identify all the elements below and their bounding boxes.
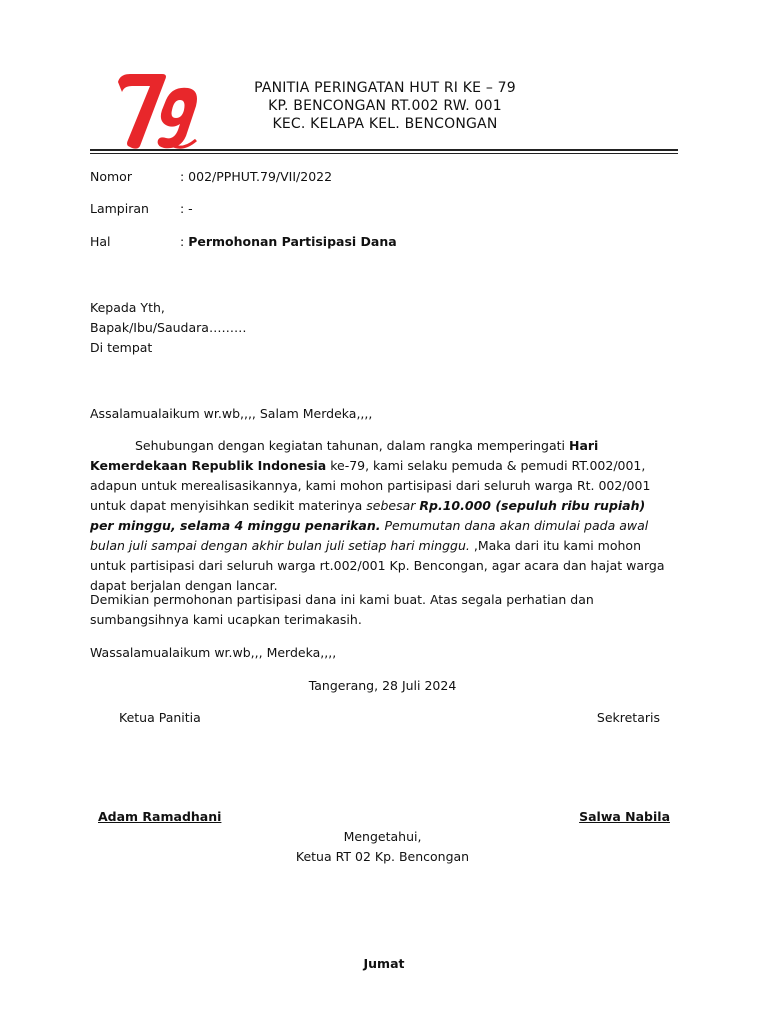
signature-title-right: Sekretaris — [596, 710, 660, 725]
lampiran-value: : - — [180, 201, 193, 216]
header-line-1: PANITIA PERINGATAN HUT RI KE – 79 — [254, 80, 516, 96]
p1-text-1: Sehubungan dengan kegiatan tahunan, dalam rangka memperingati — [135, 438, 569, 453]
greeting: Assalamualaikum wr.wb,,,, Salam Merdeka,,,, — [90, 406, 373, 421]
lampiran-label: Lampiran — [90, 201, 149, 216]
header-line-3: KEC. KELAPA KEL. BENCONGAN — [272, 116, 498, 132]
hut-79-logo — [110, 70, 202, 152]
nomor-label: Nomor — [90, 169, 132, 184]
p1-bold-1: Hari Kemerdekaan Republik Indonesia — [90, 438, 599, 473]
acknowledge-line-2: Ketua RT 02 Kp. Bencongan — [295, 849, 470, 864]
acknowledge-signer-name: Jumat — [363, 956, 405, 971]
header-divider-thin — [90, 153, 678, 154]
signature-title-left: Ketua Panitia — [119, 710, 201, 725]
recipient-line-2: Bapak/Ibu/Saudara……… — [90, 320, 247, 335]
header-divider-thick — [90, 149, 678, 151]
p1-italic-2: Pemumutan dana akan dimulai pada awal bulan juli sampai dengan akhir bulan juli setiap hari minggu. — [90, 518, 649, 553]
p1-text-2: ke-79, kami selaku pemuda & pemudi RT.002/001, adapun untuk merealisasikannya, kami mohon partisipasi dari seluruh warga Rt. 002/001 untuk dapat menyisihkan sedikit materinya — [90, 458, 651, 513]
signature-name-left: Adam Ramadhani — [98, 809, 222, 824]
paragraph-main — [90, 436, 670, 596]
logo-mark — [118, 74, 197, 149]
acknowledge-line-1: Mengetahui, — [343, 829, 422, 844]
hal-value: Permohonan Partisipasi Dana — [188, 234, 397, 249]
p1-bold-italic: Rp.10.000 (sepuluh ribu rupiah) per minggu, selama 4 minggu penarikan. — [90, 498, 646, 533]
hal-label: Hal — [90, 234, 111, 249]
paragraph-closing: Demikian permohonan partisipasi dana ini kami buat. Atas segala perhatian dan sumbangsihnya kami ucapkan terimakasih. — [90, 592, 594, 627]
hal-value-wrap — [180, 232, 397, 252]
header-line-2: KP. BENCONGAN RT.002 RW. 001 — [268, 98, 502, 114]
p1-italic-1: sebesar — [366, 498, 420, 513]
signature-name-right: Salwa Nabila — [579, 809, 670, 824]
place-date: Tangerang, 28 Juli 2024 — [308, 678, 457, 693]
recipient-line-3: Di tempat — [90, 340, 153, 355]
nomor-value: : 002/PPHUT.79/VII/2022 — [180, 169, 333, 184]
closing-salutation: Wassalamualaikum wr.wb,,, Merdeka,,,, — [90, 645, 337, 660]
hal-prefix: : — [180, 234, 189, 249]
recipient-line-1: Kepada Yth, — [90, 300, 165, 315]
p1-text-3: ,Maka dari itu kami mohon untuk partisipasi dari seluruh warga rt.002/001 Kp. Bencongan, agar acara dan hajat warga dapat berjalan dengan lancar. — [90, 538, 665, 593]
